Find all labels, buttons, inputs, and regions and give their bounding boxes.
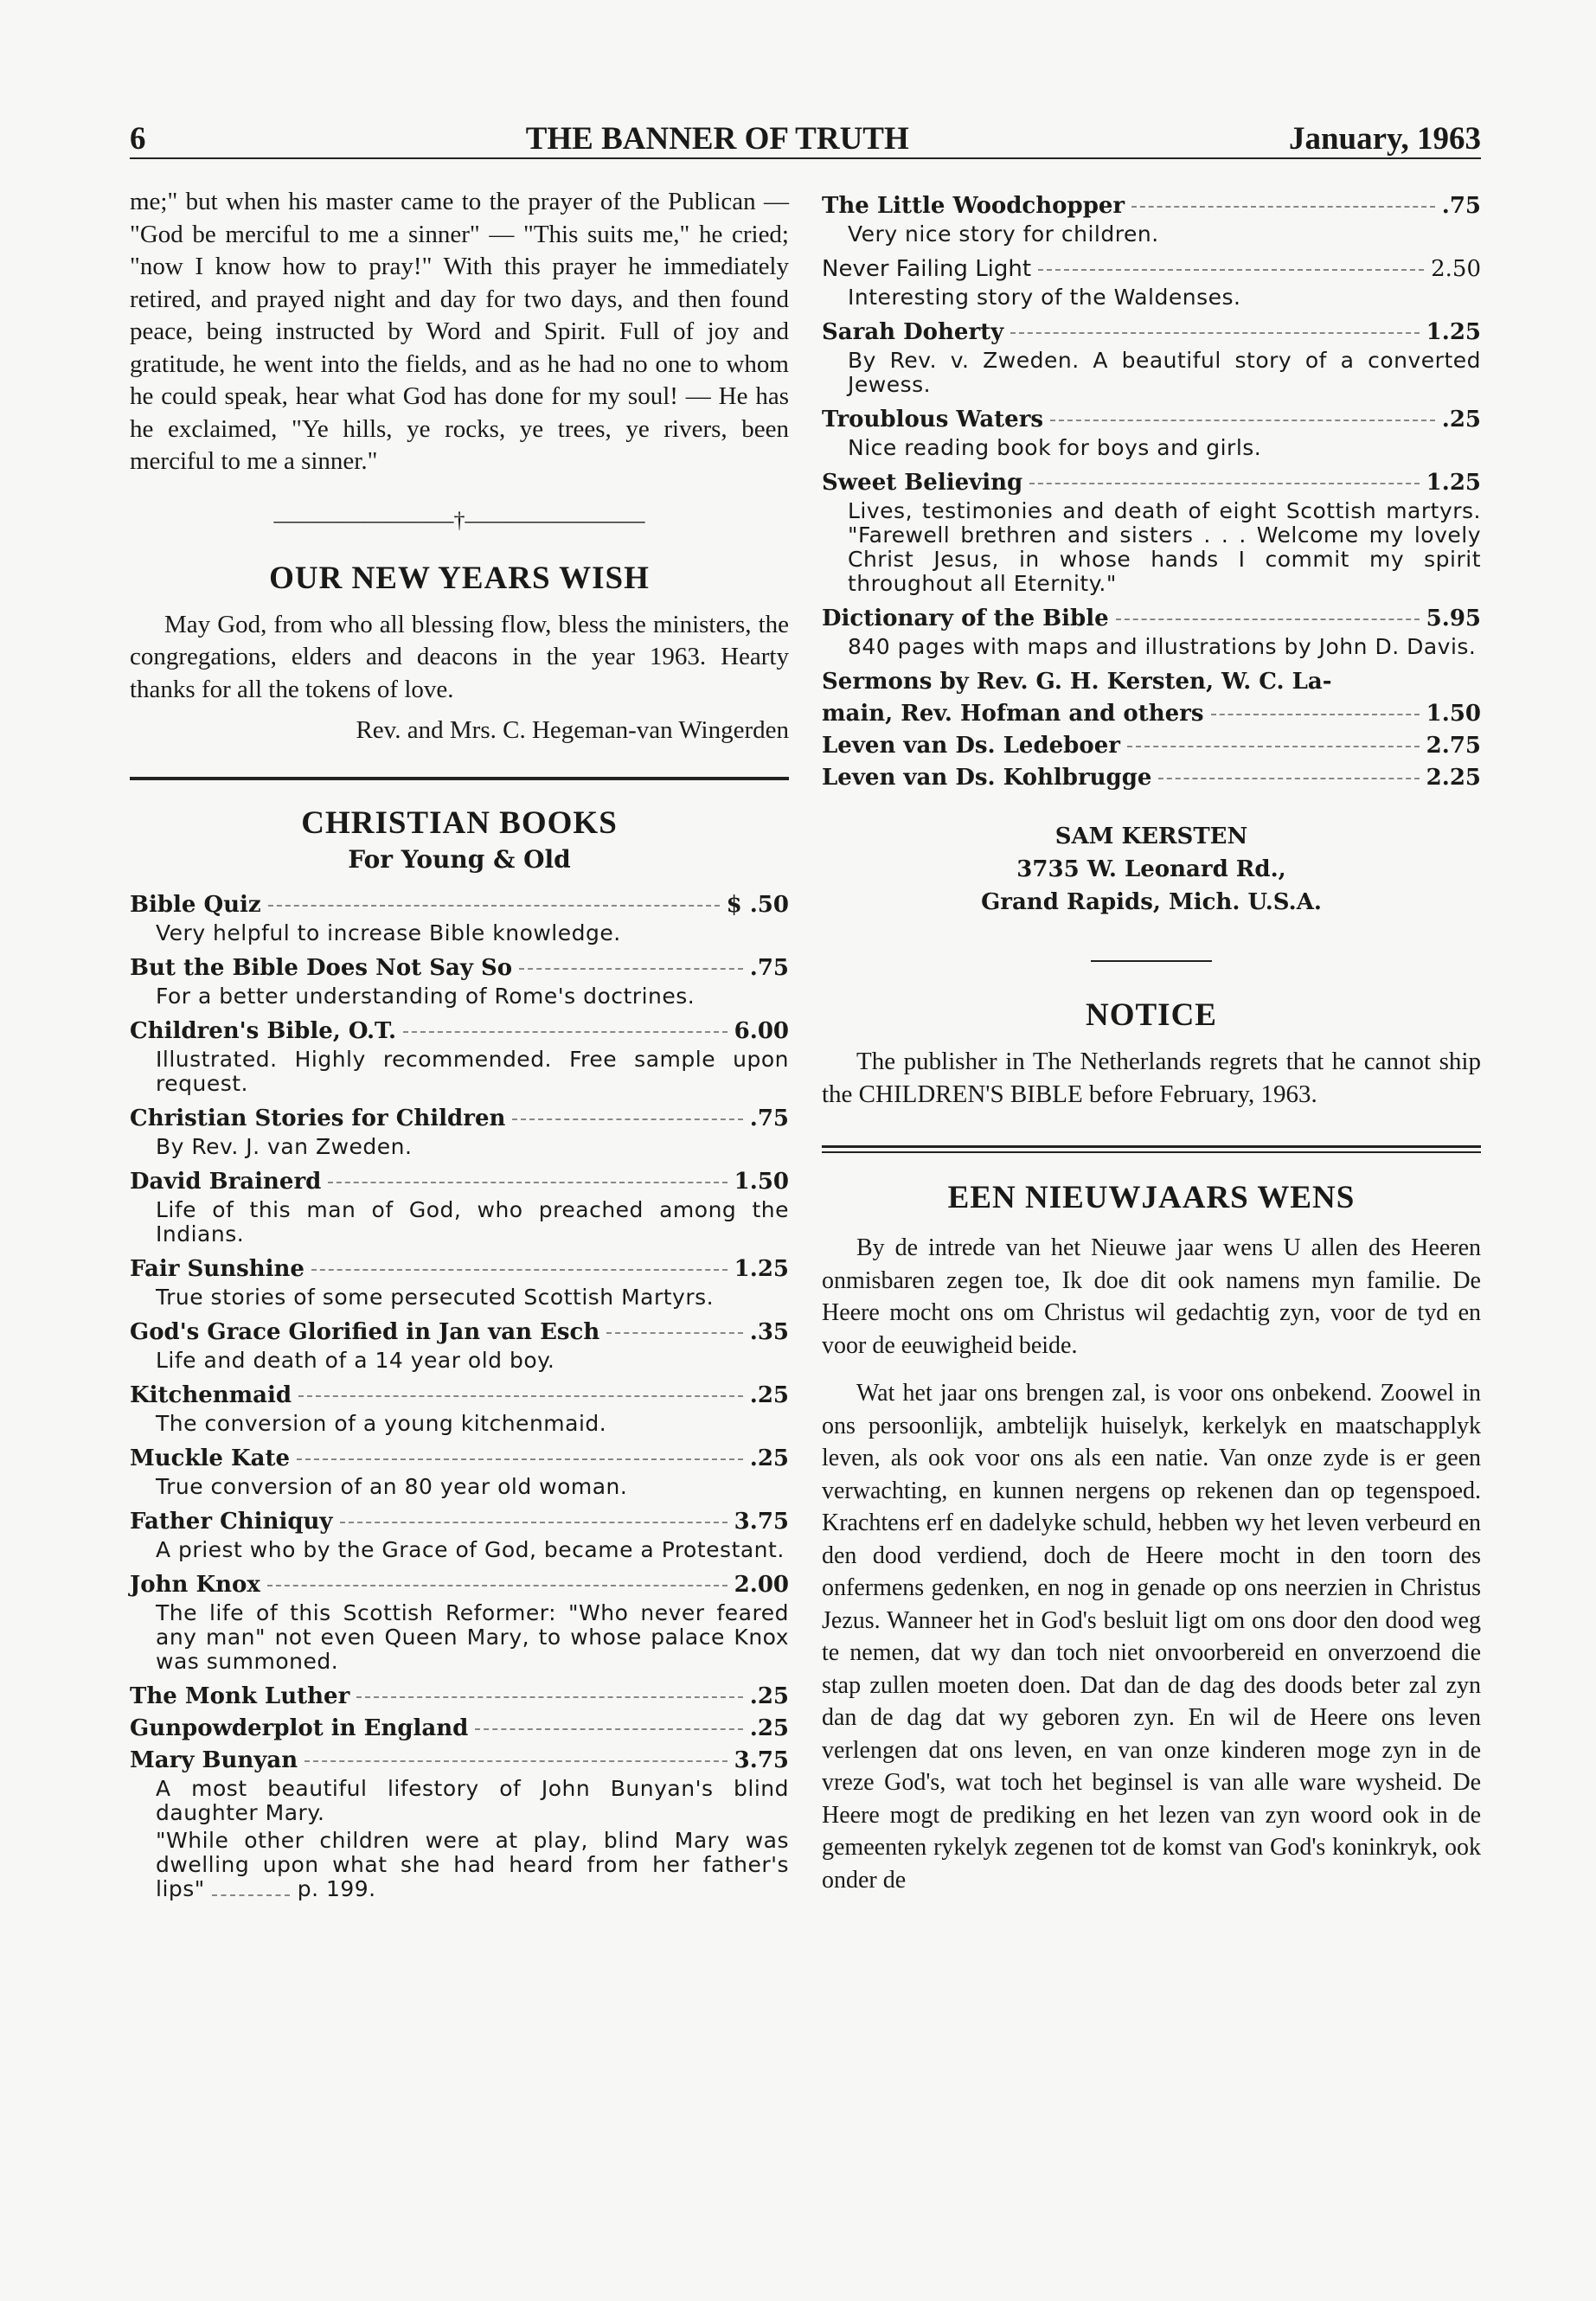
left-column	[130, 186, 789, 1908]
dot-leader	[403, 1031, 727, 1033]
dutch-paragraph-1: By de intrede van het Nieuwe jaar wens U allen des Heeren onmisbaren zegen toe, Ik doe dit ook namens myn familie. De Heere mocht ons om Christus wil gedachtig zyn, voor de tyd en voor de eeuwigheid beide.	[822, 1234, 1481, 1359]
dot-leader	[328, 1182, 727, 1183]
dot-leader	[606, 1332, 743, 1334]
seller-name: SAM KERSTEN	[1054, 824, 1248, 849]
book-description: The life of this Scottish Reformer: "Who never feared any man" not even Queen Mary, to whose palace Knox was summoned.	[156, 1599, 789, 1674]
book-price: 2.00	[734, 1571, 789, 1598]
book-description: True conversion of an 80 year old woman.	[156, 1473, 628, 1499]
dot-leader	[340, 1522, 727, 1523]
book-price: .25	[749, 1381, 789, 1408]
book-price: 6.00	[734, 1017, 789, 1044]
notice-title: NOTICE	[1086, 997, 1217, 1033]
book-entry	[822, 730, 1481, 762]
wish-title: OUR NEW YEARS WISH	[269, 560, 650, 596]
book-title: Dictionary of the Bible	[822, 606, 1109, 631]
story-paragraph: me;" but when his master came to the prayer of the Publican — "God be merciful to me a sinner" — "This suits me," he cried; "now I know how to pray!" With this prayer he immediately retired, and prayed night and day for two days, and then found peace, being instructed by Word and Spirit. Full of joy and gratitude, he went into the fields, and as he had no one to whom he could speak, hear what God has done for my soul! — He has he exclaimed, "Ye hills, ye rocks, ye trees, ye rivers, been merciful to me a sinner."	[130, 188, 789, 475]
book-entry	[130, 1317, 789, 1349]
dot-leader	[356, 1696, 742, 1698]
wish-signature: Rev. and Mrs. C. Hegeman-van Wingerden	[356, 716, 789, 744]
books-title: CHRISTIAN BOOKS	[301, 804, 618, 841]
book-title: Sweet Believing	[822, 470, 1023, 496]
book-entry	[822, 253, 1481, 285]
book-entry	[822, 404, 1481, 436]
book-title: The Monk Luther	[130, 1682, 350, 1709]
book-description: The conversion of a young kitchenmaid.	[156, 1410, 607, 1436]
book-entry	[130, 1745, 789, 1777]
book-list	[130, 889, 789, 1825]
book-entry	[130, 1443, 789, 1475]
book-description: For a better understanding of Rome's doctrines.	[156, 983, 695, 1009]
book-entry	[130, 1016, 789, 1048]
wish-text: May God, from who all blessing flow, bless the ministers, the congregations, elders and deacons in the year 1963. Hearty thanks for all the tokens of love.	[130, 610, 789, 703]
book-entry	[130, 889, 789, 921]
quote-text: "While other children were at play, blind Mary was dwelling upon what she had heard from her father's lips"	[156, 1827, 789, 1901]
book-price: .25	[749, 1715, 789, 1741]
book-entry	[822, 317, 1481, 349]
seller-city: Grand Rapids, Mich. U.S.A.	[981, 889, 1322, 915]
seller-address	[822, 820, 1481, 919]
dot-leader	[475, 1728, 742, 1730]
book-quote	[130, 1829, 789, 1901]
book-price: 3.75	[734, 1747, 789, 1773]
book-description: Very nice story for children.	[848, 221, 1159, 247]
book-description: Interesting story of the Waldenses.	[848, 285, 1241, 310]
book-entry	[130, 1380, 789, 1412]
book-price: 5.95	[1426, 606, 1481, 631]
issue-date: January, 1963	[1288, 121, 1481, 157]
short-rule	[1091, 960, 1212, 962]
book-price: .75	[749, 954, 789, 981]
books-subtitle: For Young & Old	[348, 844, 571, 874]
book-description: By Rev. v. Zweden. A beautiful story of a converted Jewess.	[848, 348, 1481, 397]
book-title: Never Failing Light	[822, 256, 1032, 282]
book-title: Children's Bible, O.T.	[130, 1017, 397, 1044]
book-title: Christian Stories for Children	[130, 1105, 506, 1131]
book-description: Life and death of a 14 year old boy.	[156, 1347, 555, 1373]
book-description: A priest who by the Grace of God, became a Protestant.	[156, 1536, 785, 1562]
book-price: 1.50	[734, 1168, 789, 1195]
book-entry	[130, 1506, 789, 1538]
dot-leader	[1050, 420, 1435, 421]
book-entry	[130, 1253, 789, 1285]
book-title: Father Chiniquy	[130, 1508, 333, 1535]
cross-divider: ————————†————————	[273, 507, 645, 533]
book-title: Troublous Waters	[822, 407, 1044, 433]
book-description: 840 pages with maps and illustrations by John D. Davis.	[848, 634, 1477, 659]
book-entry-sermons: Sermons by Rev. G. H. Kersten, W. C. La-	[822, 669, 1332, 695]
dot-leader	[1029, 483, 1419, 484]
book-title: The Little Woodchopper	[822, 193, 1125, 219]
book-list-continued	[822, 190, 1481, 659]
book-entry	[822, 762, 1481, 794]
dot-leader	[268, 905, 720, 907]
double-rule	[822, 1145, 1481, 1153]
book-price: 1.25	[734, 1255, 789, 1282]
dot-leader	[1131, 206, 1435, 208]
dot-leader	[297, 1458, 743, 1460]
book-title: Mary Bunyan	[130, 1747, 298, 1773]
dot-leader	[519, 968, 743, 970]
book-description: Illustrated. Highly recommended. Free sample upon request.	[156, 1046, 789, 1096]
dot-leader	[1158, 778, 1419, 779]
book-entry	[130, 1103, 789, 1135]
book-title: God's Grace Glorified in Jan van Esch	[130, 1318, 600, 1345]
seller-street: 3735 W. Leonard Rd.,	[1016, 856, 1286, 882]
dot-leader	[512, 1118, 742, 1120]
right-column	[822, 190, 1481, 1896]
book-title: But the Bible Does Not Say So	[130, 954, 513, 981]
book-title: Gunpowderplot in England	[130, 1715, 469, 1741]
book-description: Nice reading book for boys and girls.	[848, 435, 1262, 460]
dot-leader	[1116, 619, 1420, 620]
book-description: Very helpful to increase Bible knowledge.	[156, 920, 621, 945]
book-price: 2.75	[1426, 733, 1481, 759]
book-title: Kitchenmaid	[130, 1381, 292, 1408]
dot-leader	[311, 1269, 727, 1271]
book-description: By Rev. J. van Zweden.	[156, 1133, 413, 1159]
book-price: 2.25	[1426, 765, 1481, 791]
book-price: 2.50	[1431, 256, 1481, 282]
book-title: John Knox	[130, 1571, 260, 1598]
quote-page: p. 199.	[297, 1875, 376, 1901]
book-title: Bible Quiz	[130, 891, 261, 918]
publication-title: THE BANNER OF TRUTH	[525, 121, 909, 157]
book-description: True stories of some persecuted Scottish Martyrs.	[156, 1284, 715, 1310]
section-rule	[130, 777, 789, 780]
book-title: Leven van Ds. Kohlbrugge	[822, 765, 1152, 791]
book-title: Muckle Kate	[130, 1445, 290, 1471]
book-price: $ .50	[726, 891, 789, 918]
dot-leader	[267, 1585, 727, 1586]
book-title: Sarah Doherty	[822, 319, 1004, 345]
book-entry	[822, 467, 1481, 499]
book-price: .35	[749, 1318, 789, 1345]
book-title: Leven van Ds. Ledeboer	[822, 733, 1120, 759]
book-entry	[822, 603, 1481, 635]
book-entry	[130, 1166, 789, 1198]
book-price: .25	[749, 1682, 789, 1709]
book-description: Life of this man of God, who preached among the Indians.	[156, 1196, 789, 1247]
book-description: Lives, testimonies and death of eight Scottish martyrs. "Farewell brethren and sisters . . . Welcome my lovely Christ Jesus, in whose hands I commit my spirit throughout all Eternity."	[848, 498, 1481, 596]
page-number: 6	[130, 121, 146, 157]
dot-leader	[1127, 746, 1420, 747]
book-price: 3.75	[734, 1508, 789, 1535]
book-price: .25	[1441, 407, 1481, 433]
book-price: 1.25	[1426, 470, 1481, 496]
book-entry	[130, 1681, 789, 1713]
book-price: 1.25	[1426, 319, 1481, 345]
dutch-title: EEN NIEUWJAARS WENS	[947, 1180, 1356, 1215]
book-title: David Brainerd	[130, 1168, 322, 1195]
dot-leader	[304, 1760, 727, 1762]
book-entry	[130, 1713, 789, 1745]
book-entry	[130, 1569, 789, 1601]
book-entry	[822, 190, 1481, 222]
book-description: A most beautiful lifestory of John Bunyan's blind daughter Mary.	[156, 1775, 789, 1825]
dot-leader	[298, 1395, 743, 1397]
book-title: Fair Sunshine	[130, 1255, 304, 1282]
page-header	[130, 112, 1481, 159]
book-price: .75	[749, 1105, 789, 1131]
dot-leader	[1010, 332, 1419, 334]
book-entry	[130, 952, 789, 984]
dot-leader	[1038, 269, 1424, 271]
book-price: .25	[749, 1445, 789, 1471]
notice-text: The publisher in The Netherlands regrets that he cannot ship the CHILDREN'S BIBLE before February, 1963.	[822, 1048, 1481, 1108]
book-entry-sermons-cont: main, Rev. Hofman and others 1.50	[822, 701, 1481, 727]
book-price: .75	[1441, 193, 1481, 219]
dutch-paragraph-2: Wat het jaar ons brengen zal, is voor ons onbekend. Zoowel in ons persoonlijk, ambtelijk huiselyk, kerkelyk en maatschapplyk leven, als ook voor ons als een natie. Van onze zyde is er geen verwachting, en kunnen nergens op rekenen dan op tegenspoed. Krachtens erf en dadelyke schuld, hebben wy het leven verbeurd en den dood verdiend, doch de Heere mocht in den toorn des onfermens gedenken, en nog in genade op ons neerzien in Christus Jezus. Wanneer het in God's besluit ligt om ons door den dood weg te nemen, dat wy dan toch niet onvoorbereid en onverzoend die stap zullen moeten doen. Dat dan de dag des doods beter zal zyn dan de dag dat wy geboren zyn. En wil de Heere ons leven verlengen dat ons leven, en van onze kinderen moge zyn in de vreze God's, wat toch het beginsel is van alle ware wysheid. De Heere mogt de prediking en het lezen van zyn woord ook in de gemeenten rykelyk zegenen tot de komst van God's koninkryk, ook onder de	[822, 1380, 1481, 1894]
